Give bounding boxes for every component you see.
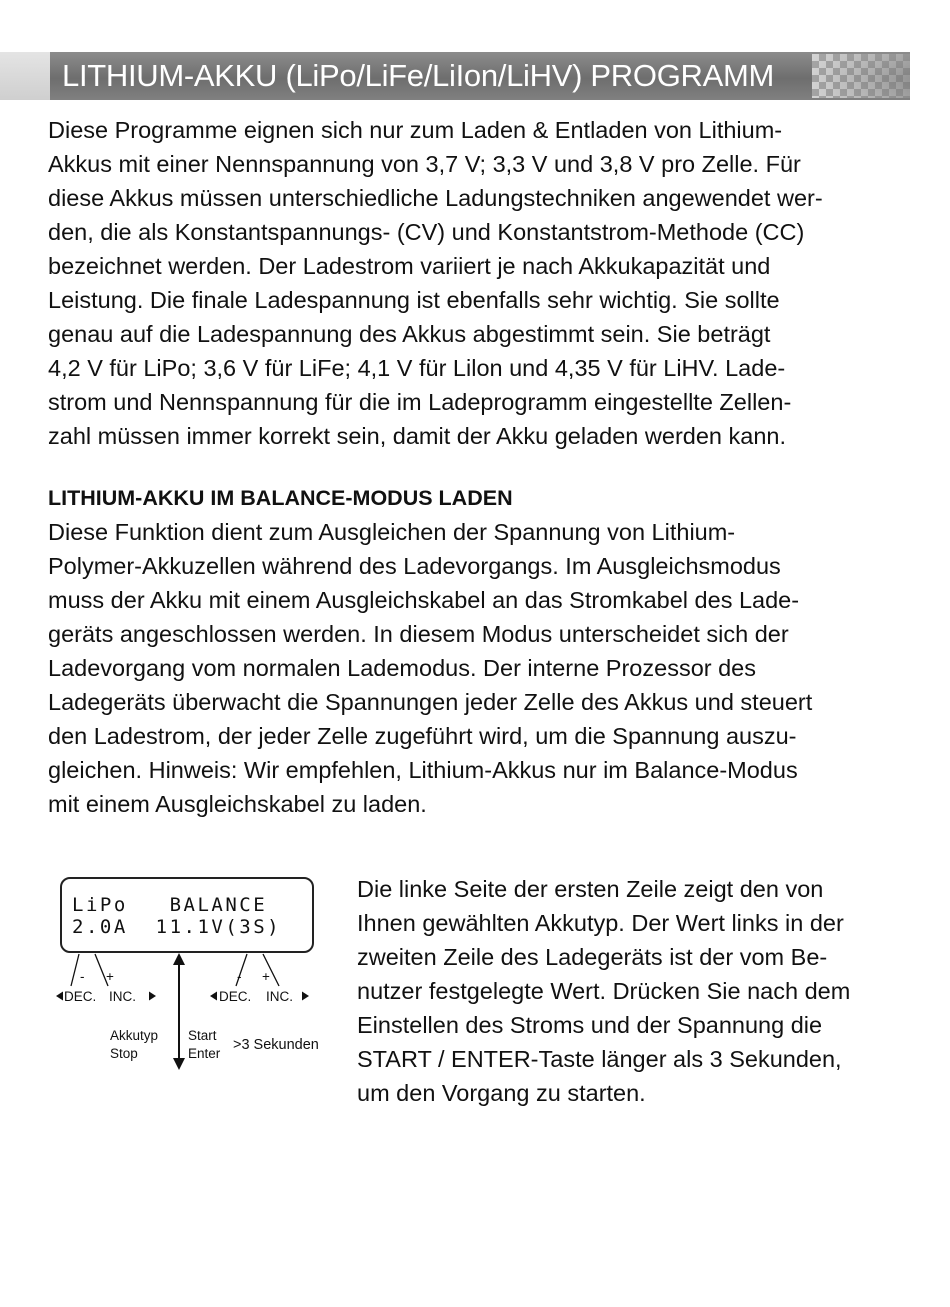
text-line: um den Vorgang zu starten. [357, 1080, 646, 1106]
text-line: zahl müssen immer korrekt sein, damit der Akku geladen werden kann. [48, 423, 786, 449]
text-line: Diese Programme eignen sich nur zum Laden & Entladen von Lithium- [48, 117, 783, 143]
text-line: Einstellen des Stroms und der Spannung die [357, 1012, 823, 1038]
text-line: Akkus mit einer Nennspannung von 3,7 V; 3,3 V und 3,8 V pro Zelle. Für [48, 151, 801, 177]
text-line: Ihnen gewählten Akkutyp. Der Wert links in der [357, 910, 844, 936]
plus-label: + [262, 969, 270, 984]
text-line: strom und Nennspannung für die im Ladeprogramm eingestellte Zellen- [48, 389, 792, 415]
text-line: zweiten Zeile des Ladegeräts ist der vom Be- [357, 944, 828, 970]
start-label: Start [188, 1028, 217, 1043]
text-line: den Ladestrom, der jeder Zelle zugeführt wird, um die Spannung auszu- [48, 723, 797, 749]
dec-left-line [71, 954, 79, 986]
text-line: genau auf die Ladespannung des Akkus abgestimmt sein. Sie beträgt [48, 321, 771, 347]
text-line: geräts angeschlossen werden. In diesem Modus unterscheidet sich der [48, 621, 789, 647]
enter-label: Enter [188, 1046, 221, 1061]
text-line: den, die als Konstantspannungs- (CV) und Konstantstrom-Methode (CC) [48, 219, 805, 245]
diagram-description [357, 872, 937, 1110]
text-line: bezeichnet werden. Der Ladestrom variiert je nach Akkukapazität und [48, 253, 771, 279]
text-line: START / ENTER-Taste länger als 3 Sekunden, [357, 1046, 842, 1072]
plus-label: + [106, 969, 114, 984]
text-line: muss der Akku mit einem Ausgleichskabel an das Stromkabel des Lade- [48, 587, 800, 613]
text-line: Diese Funktion dient zum Ausgleichen der Spannung von Lithium- [48, 519, 736, 545]
text-line: diese Akkus müssen unterschiedliche Ladungstechniken angewendet wer- [48, 185, 823, 211]
minus-label: - [237, 969, 242, 984]
up-arrowhead [173, 953, 185, 965]
lcd-row-2: 2.0A 11.1V(3S) [72, 916, 282, 938]
inc-label: INC. [109, 989, 136, 1004]
stop-label: Stop [110, 1046, 138, 1061]
right-triangle-icon [149, 992, 156, 1001]
text-line: gleichen. Hinweis: Wir empfehlen, Lithium-Akkus nur im Balance-Modus [48, 757, 798, 783]
minus-label: - [80, 969, 85, 984]
text-line: mit einem Ausgleichskabel zu laden. [48, 791, 427, 817]
balance-section-heading: LITHIUM-AKKU IM BALANCE-MODUS LADEN [48, 486, 513, 510]
dec-label: DEC. [219, 989, 252, 1004]
right-triangle-icon [302, 992, 309, 1001]
text-line: Ladegeräts überwacht die Spannungen jeder Zelle des Akkus und steuert [48, 689, 813, 715]
lcd-row-1: LiPo BALANCE [72, 894, 268, 916]
left-triangle-icon [210, 992, 217, 1001]
down-arrowhead [173, 1058, 185, 1070]
seconds-label: >3 Sekunden [233, 1037, 319, 1053]
text-line: Leistung. Die finale Ladespannung ist ebenfalls sehr wichtig. Sie sollte [48, 287, 780, 313]
text-line: nutzer festgelegte Wert. Drücken Sie nach dem [357, 978, 851, 1004]
left-triangle-icon [56, 992, 63, 1001]
dec-label: DEC. [64, 989, 97, 1004]
text-line: 4,2 V für LiPo; 3,6 V für LiFe; 4,1 V für Lilon und 4,35 V für LiHV. Lade- [48, 355, 786, 381]
text-line: Polymer-Akkuzellen während des Ladevorgangs. Im Ausgleichsmodus [48, 553, 781, 579]
inc-label: INC. [266, 989, 293, 1004]
text-line: Die linke Seite der ersten Zeile zeigt den von [357, 876, 824, 902]
text-line: Ladevorgang vom normalen Lademodus. Der interne Prozessor des [48, 655, 757, 681]
page-title: LITHIUM-AKKU (LiPo/LiFe/LiIon/LiHV) PROGRAMM [62, 58, 775, 93]
akkutyp-label: Akkutyp [110, 1028, 159, 1043]
